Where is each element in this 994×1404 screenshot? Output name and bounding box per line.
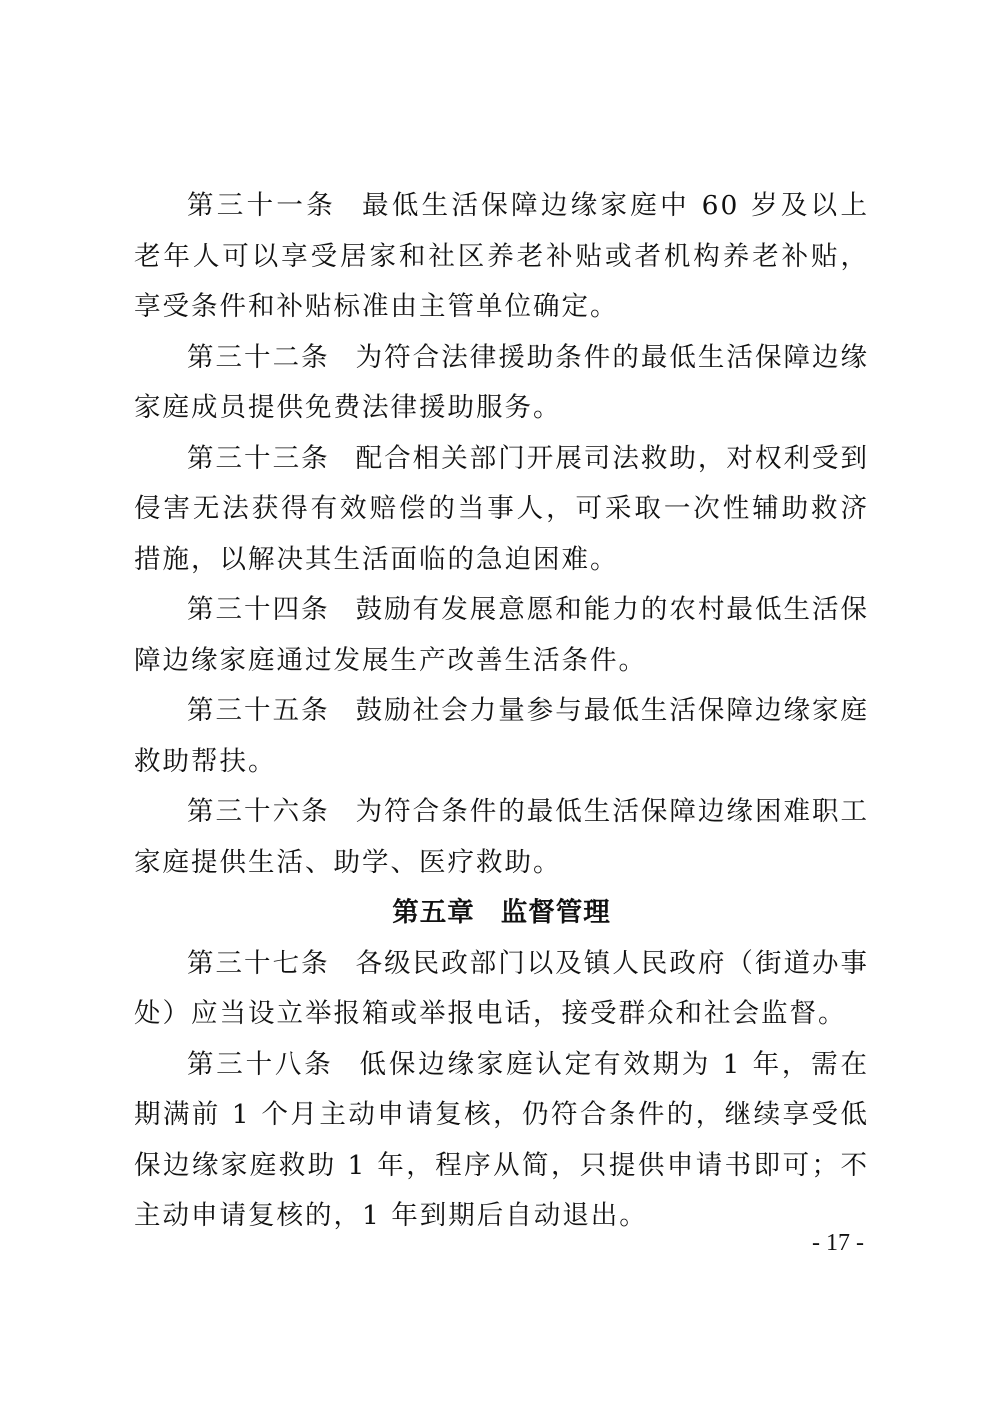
article-text: 最低生活保障边缘家庭中 60 岁及以上老年人可以享受居家和社区养老补贴或者机构养老补贴，享受条件和补贴标准由主管单位确定。 <box>134 190 869 322</box>
article-number: 第三十一条 <box>187 190 337 221</box>
chapter-number: 第五章 <box>392 897 475 928</box>
article-number: 第三十二条 <box>187 341 330 373</box>
article-number: 第三十八条 <box>187 1048 334 1080</box>
article-38 <box>134 1040 869 1242</box>
article-number: 第三十四条 <box>187 594 330 625</box>
article-37 <box>134 939 869 1040</box>
page-number: - 17 - <box>812 1230 864 1256</box>
chapter-heading <box>134 888 869 939</box>
page-content <box>134 181 869 1242</box>
article-31 <box>134 181 869 333</box>
article-text: 各级民政部门以及镇人民政府（街道办事处）应当设立举报箱或举报电话，接受群众和社会监督。 <box>134 947 870 1029</box>
chapter-title: 监督管理 <box>500 897 611 928</box>
article-number: 第三十五条 <box>187 695 330 726</box>
article-34 <box>134 585 869 686</box>
article-36 <box>134 787 869 888</box>
article-text: 鼓励有发展意愿和能力的农村最低生活保障边缘家庭通过发展生产改善生活条件。 <box>134 594 870 676</box>
article-33 <box>134 434 869 586</box>
article-text: 为符合条件的最低生活保障边缘困难职工家庭提供生活、助学、医疗救助。 <box>134 796 870 878</box>
article-32 <box>134 333 869 434</box>
article-text: 鼓励社会力量参与最低生活保障边缘家庭救助帮扶。 <box>134 695 870 777</box>
article-text: 配合相关部门开展司法救助，对权利受到侵害无法获得有效赔偿的当事人，可采取一次性辅助救济措施，以解决其生活面临的急迫困难。 <box>134 442 870 575</box>
article-number: 第三十三条 <box>187 442 330 474</box>
article-text: 低保边缘家庭认定有效期为 1 年，需在期满前 1 个月主动申请复核，仍符合条件的，继续享受低保边缘家庭救助 1 年，程序从简，只提供申请书即可；不主动申请复核的，1 年到期后自动退出。 <box>134 1048 869 1231</box>
article-number: 第三十七条 <box>187 947 330 979</box>
article-number: 第三十六条 <box>187 796 330 827</box>
article-35 <box>134 686 869 787</box>
article-text: 为符合法律援助条件的最低生活保障边缘家庭成员提供免费法律援助服务。 <box>134 341 870 423</box>
